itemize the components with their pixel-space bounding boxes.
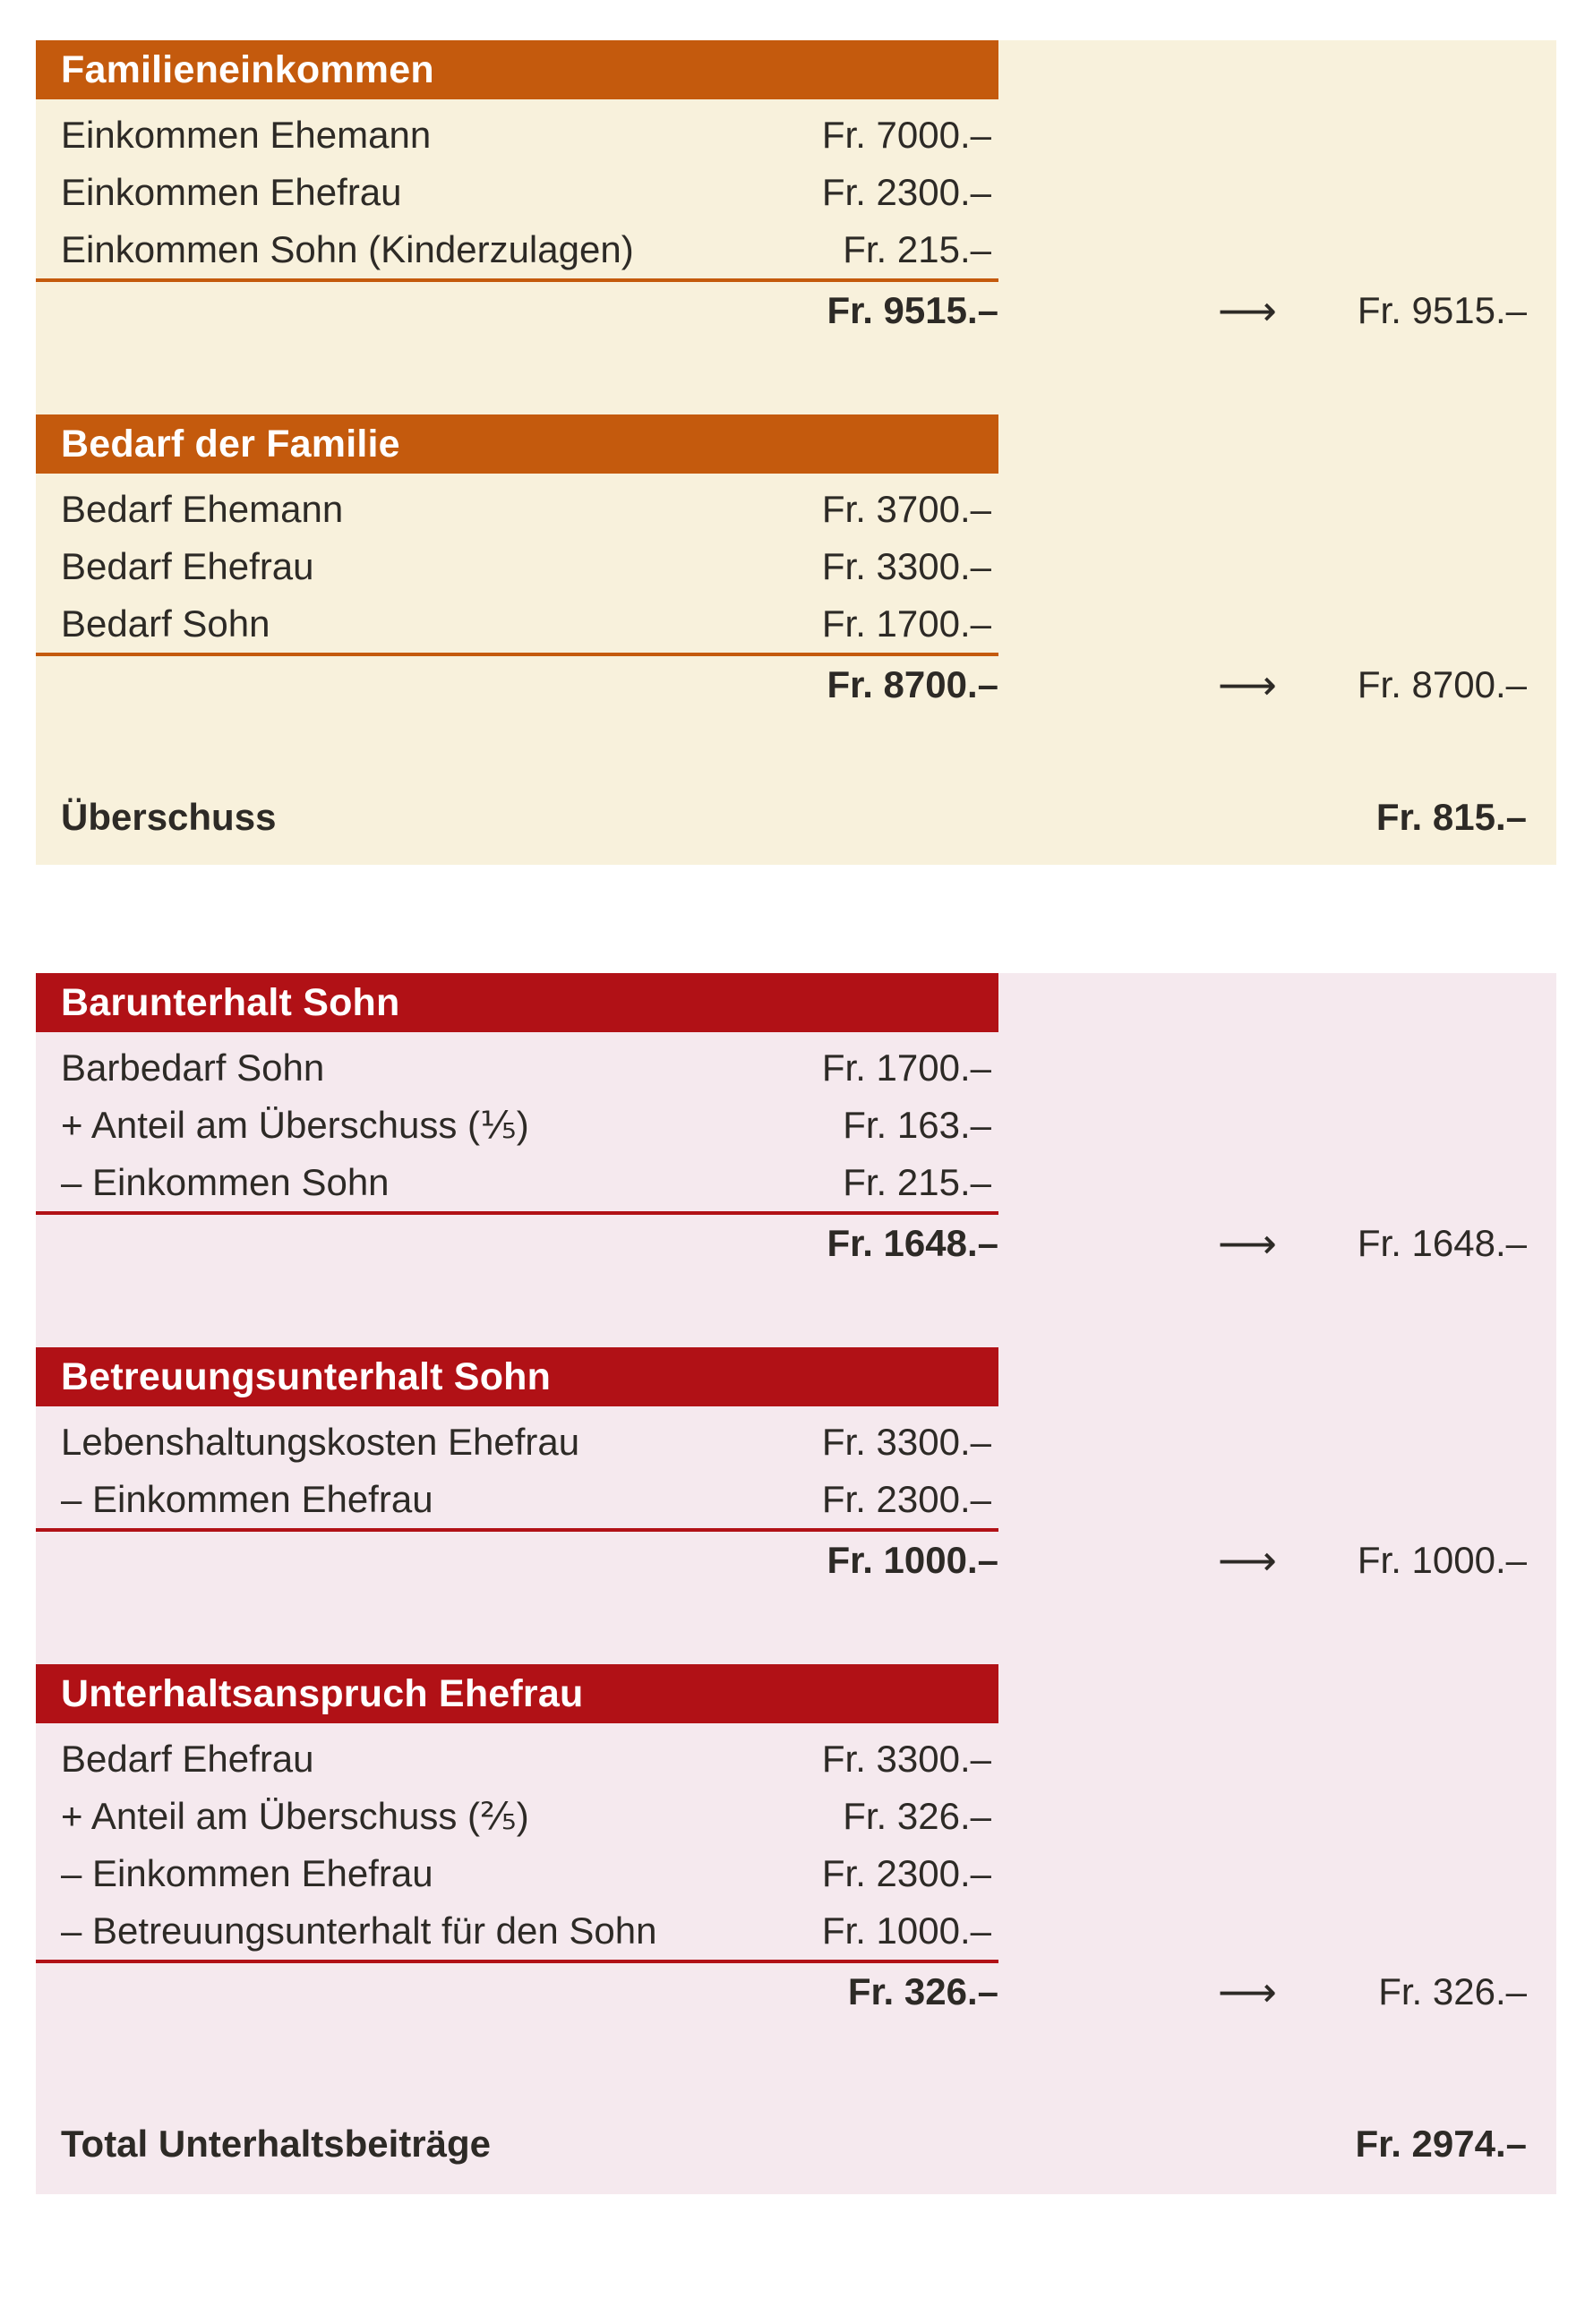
summary-label: Total Unterhaltsbeiträge bbox=[61, 2123, 491, 2165]
table-row bbox=[36, 1471, 1556, 1528]
summary-label: Überschuss bbox=[61, 796, 277, 838]
table-row bbox=[36, 1788, 1556, 1845]
row-label: – Einkommen Ehefrau bbox=[61, 1478, 433, 1520]
arrow-right-icon: ⟶ bbox=[1218, 1968, 1277, 2016]
family-income-block bbox=[36, 40, 1556, 339]
total-row bbox=[36, 1532, 1556, 1589]
row-value: Fr. 1700.– bbox=[821, 1047, 991, 1089]
row-label: Einkommen Ehemann bbox=[61, 114, 432, 156]
table-row bbox=[36, 221, 1556, 278]
row-value: Fr. 7000.– bbox=[821, 114, 991, 156]
total-row bbox=[36, 1963, 1556, 2021]
row-group bbox=[36, 1032, 1556, 1211]
row-value: Fr. 2300.– bbox=[821, 1852, 991, 1894]
table-row bbox=[36, 1097, 1556, 1154]
row-label: – Betreuungsunterhalt für den Sohn bbox=[61, 1910, 657, 1952]
total-value: Fr. 8700.– bbox=[827, 663, 998, 705]
table-row bbox=[36, 538, 1556, 595]
table-row bbox=[36, 1039, 1556, 1097]
result-value: Fr. 8700.– bbox=[1357, 663, 1527, 705]
maintenance-claim-wife-block bbox=[36, 1664, 1556, 2021]
total-maintenance-row bbox=[36, 2115, 1556, 2173]
result-value: Fr. 326.– bbox=[1378, 1970, 1527, 2012]
row-label: Bedarf Ehefrau bbox=[61, 1738, 314, 1780]
care-maintenance-son-block bbox=[36, 1347, 1556, 1589]
row-value: Fr. 3300.– bbox=[821, 545, 991, 587]
table-row bbox=[36, 107, 1556, 164]
row-value: Fr. 326.– bbox=[843, 1795, 991, 1837]
row-label: – Einkommen Ehefrau bbox=[61, 1852, 433, 1894]
row-group bbox=[36, 1406, 1556, 1528]
arrow-right-icon: ⟶ bbox=[1218, 661, 1277, 709]
section-header bbox=[36, 1664, 998, 1723]
total-row bbox=[36, 656, 1556, 713]
row-value: Fr. 215.– bbox=[843, 1161, 991, 1203]
row-value: Fr. 3300.– bbox=[821, 1421, 991, 1463]
section-header bbox=[36, 973, 998, 1032]
total-value: Fr. 1000.– bbox=[827, 1539, 998, 1581]
section-header-label: Barunterhalt Sohn bbox=[61, 980, 400, 1024]
table-row bbox=[36, 595, 1556, 653]
section-header bbox=[36, 40, 998, 99]
section-header bbox=[36, 414, 998, 474]
row-group bbox=[36, 474, 1556, 653]
table-row bbox=[36, 1154, 1556, 1211]
section-header-label: Familieneinkommen bbox=[61, 47, 434, 91]
section-header-label: Bedarf der Familie bbox=[61, 422, 400, 466]
surplus-row bbox=[36, 789, 1556, 846]
income-and-needs-panel bbox=[36, 40, 1556, 865]
row-value: Fr. 3300.– bbox=[821, 1738, 991, 1780]
row-value: Fr. 1000.– bbox=[821, 1910, 991, 1952]
row-label: Einkommen Sohn (Kinderzulagen) bbox=[61, 228, 634, 270]
total-value: Fr. 9515.– bbox=[827, 289, 998, 331]
arrow-right-icon: ⟶ bbox=[1218, 286, 1277, 335]
section-header-label: Unterhaltsanspruch Ehefrau bbox=[61, 1671, 584, 1715]
row-label: + Anteil am Überschuss (⅕) bbox=[61, 1104, 529, 1146]
row-label: Lebenshaltungskosten Ehefrau bbox=[61, 1421, 580, 1463]
row-value: Fr. 215.– bbox=[843, 228, 991, 270]
row-group bbox=[36, 99, 1556, 278]
row-label: – Einkommen Sohn bbox=[61, 1161, 390, 1203]
row-value: Fr. 163.– bbox=[843, 1104, 991, 1146]
table-row bbox=[36, 164, 1556, 221]
total-value: Fr. 1648.– bbox=[827, 1222, 998, 1264]
row-label: Einkommen Ehefrau bbox=[61, 171, 402, 213]
total-row bbox=[36, 282, 1556, 339]
result-value: Fr. 9515.– bbox=[1357, 289, 1527, 331]
arrow-right-icon: ⟶ bbox=[1218, 1219, 1277, 1268]
table-row bbox=[36, 1902, 1556, 1960]
result-value: Fr. 1000.– bbox=[1357, 1539, 1527, 1581]
result-value: Fr. 1648.– bbox=[1357, 1222, 1527, 1264]
row-label: Bedarf Sohn bbox=[61, 602, 270, 645]
row-value: Fr. 2300.– bbox=[821, 1478, 991, 1520]
summary-value: Fr. 2974.– bbox=[1355, 2123, 1527, 2165]
arrow-right-icon: ⟶ bbox=[1218, 1536, 1277, 1585]
family-needs-block bbox=[36, 414, 1556, 713]
cash-maintenance-son-block bbox=[36, 973, 1556, 1272]
total-value: Fr. 326.– bbox=[847, 1970, 998, 2012]
row-label: Bedarf Ehefrau bbox=[61, 545, 314, 587]
table-row bbox=[36, 481, 1556, 538]
table-row bbox=[36, 1845, 1556, 1902]
row-value: Fr. 2300.– bbox=[821, 171, 991, 213]
row-label: Bedarf Ehemann bbox=[61, 488, 344, 530]
maintenance-panel bbox=[36, 973, 1556, 2194]
row-group bbox=[36, 1723, 1556, 1960]
summary-value: Fr. 815.– bbox=[1375, 796, 1527, 838]
row-value: Fr. 1700.– bbox=[821, 602, 991, 645]
row-label: + Anteil am Überschuss (⅖) bbox=[61, 1795, 529, 1837]
row-label: Barbedarf Sohn bbox=[61, 1047, 325, 1089]
total-row bbox=[36, 1215, 1556, 1272]
section-header bbox=[36, 1347, 998, 1406]
table-row bbox=[36, 1730, 1556, 1788]
row-value: Fr. 3700.– bbox=[821, 488, 991, 530]
section-header-label: Betreuungsunterhalt Sohn bbox=[61, 1354, 552, 1398]
table-row bbox=[36, 1414, 1556, 1471]
